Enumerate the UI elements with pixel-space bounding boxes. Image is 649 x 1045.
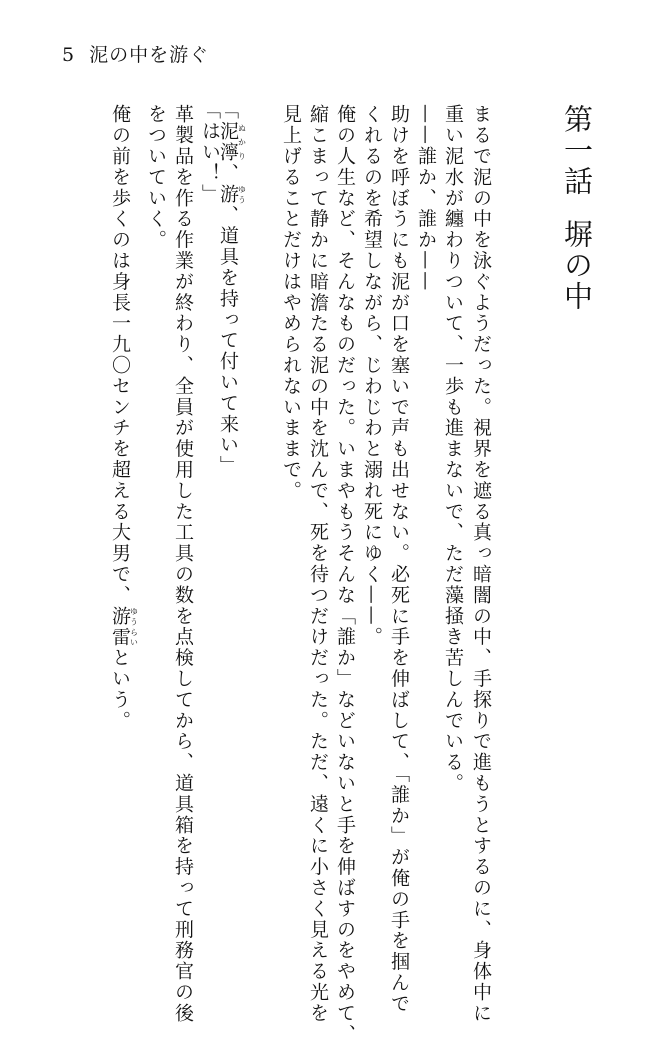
text-line-5: くれるのを希望しながら、じわじわと溺れ死にゆく——。	[361, 104, 383, 648]
running-head	[62, 40, 209, 67]
text-line-7: 縮こまって静かに暗澹たる泥の中を沈んで、死を待つだけだった。ただ、遠くに小さく見える光を	[307, 104, 329, 1024]
running-head-title: 泥の中を游ぐ	[89, 44, 210, 66]
page-number: 5	[62, 44, 76, 66]
text-line-10: 「はい！」	[199, 100, 221, 205]
ruby-yuurai: 游雷ゆうらい	[109, 605, 139, 648]
ruby-nukarumi: 泥濘ぬかり	[217, 120, 247, 163]
text-line-12: をついていく。	[145, 104, 167, 251]
text-line-6: 俺の人生など、そんなものだった。いまやもうそんな「誰か」などいないと手を伸ばすのをやめて、	[334, 104, 356, 1045]
chapter-number: 第一話	[560, 104, 594, 197]
text-line-3: ——誰か、誰か——	[415, 104, 437, 293]
text-line-2: 重い泥水が纏わりついて、一歩も進まないで、ただ藻掻き苦しんでいる。	[442, 104, 464, 794]
text-line-1: まるで泥の中を泳ぐようだった。視界を遮る真っ暗闇の中、手探りで進もうとするのに、身体中に	[470, 104, 492, 1024]
text-line-8: 見上げることだけはやめられないままで。	[280, 104, 302, 502]
text-line-13: 俺の前を歩くのは身長一九〇センチを超える大男で、游雷ゆうらいという。	[109, 104, 139, 732]
text-line-9: 「泥濘ぬかり、游ゆう、道具を持って付いて来い」	[217, 100, 247, 477]
chapter-heading	[560, 104, 594, 312]
text-line-11: 革製品を作る作業が終わり、全員が使用した工具の数を点検してから、道具箱を持って刑務官の後	[172, 104, 194, 1024]
text-line-4: 助けを呼ぼうにも泥が口を塞いで声も出せない。必死に手を伸ばして、「誰か」が俺の手を掴んで	[388, 104, 410, 1015]
chapter-title: 塀の中	[560, 219, 594, 312]
ruby-yuu: 游ゆう	[217, 183, 247, 205]
